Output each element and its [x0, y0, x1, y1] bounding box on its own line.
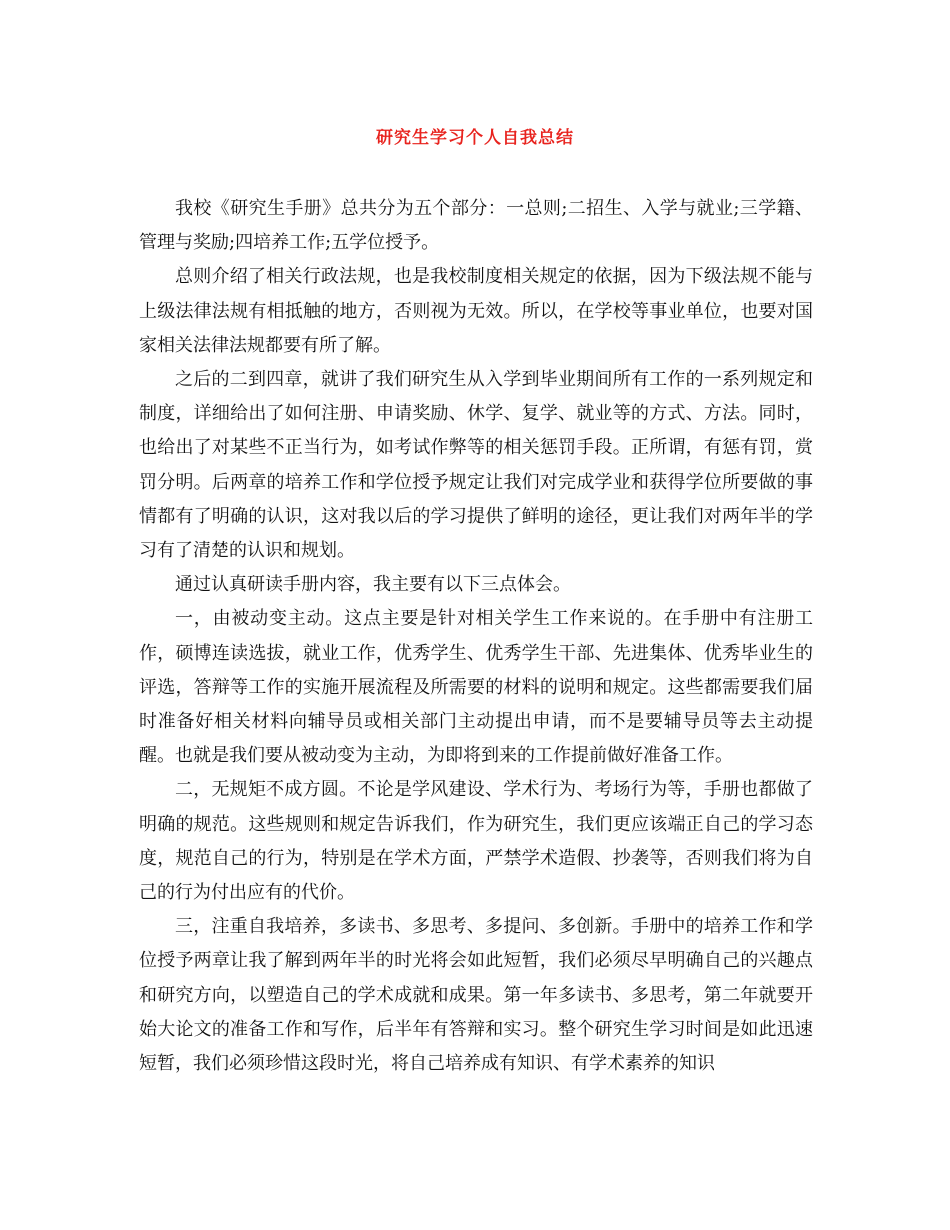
paragraph-general-rules: 总则介绍了相关行政法规，也是我校制度相关规定的依据，因为下级法规不能与上级法律法规有相抵触的地方，否则视为无效。所以，在学校等事业单位，也要对国家相关法律法规都要有所了解。 [139, 266, 813, 356]
paragraph-chapters: 之后的二到四章，就讲了我们研究生从入学到毕业期间所有工作的一系列规定和制度，详细给出了如何注册、申请奖励、休学、复学、就业等的方式、方法。同时，也给出了对某些不正当行为，如考试作弊等的相关惩罚手段。正所谓，有惩有罚，赏罚分明。后两章的培养工作和学位授予规定让我们对完成学业和获得学位所要做的事情都有了明确的认识，这对我以后的学习提供了鲜明的途径，更让我们对两年半的学习有了清楚的认识和规划。 [139, 369, 813, 562]
paragraph-point-one: 一，由被动变主动。这点主要是针对相关学生工作来说的。在手册中有注册工作，硕博连读选拔，就业工作，优秀学生、优秀学生干部、先进集体、优秀毕业生的评选，答辩等工作的实施开展流程及所需要的材料的说明和规定。这些都需要我们届时准备好相关材料向辅导员或相关部门主动提出申请，而不是要辅导员等去主动提醒。也就是我们要从被动变为主动，为即将到来的工作提前做好准备工作。 [139, 608, 813, 767]
paragraph-intro: 我校《研究生手册》总共分为五个部分：一总则;二招生、入学与就业;三学籍、管理与奖励;四培养工作;五学位授予。 [139, 198, 813, 254]
paragraph-insights-intro: 通过认真研读手册内容，我主要有以下三点体会。 [175, 574, 571, 596]
document-title: 研究生学习个人自我总结 [376, 128, 574, 148]
paragraph-point-three: 三，注重自我培养，多读书、多思考、多提问、多创新。手册中的培养工作和学位授予两章让我了解到两年半的时光将会如此短暂，我们必须尽早明确自己的兴趣点和研究方向，以塑造自己的学术成就和成果。第一年多读书、多思考，第二年就要开始大论文的准备工作和写作，后半年有答辩和实习。整个研究生学习时间是如此迅速短暂，我们必须珍惜这段时光，将自己培养成有知识、有学术素养的知识 [139, 916, 813, 1075]
paragraph-point-two: 二，无规矩不成方圆。不论是学风建设、学术行为、考场行为等，手册也都做了明确的规范。这些规则和规定告诉我们，作为研究生，我们更应该端正自己的学习态度，规范自己的行为，特别是在学术方面，严禁学术造假、抄袭等，否则我们将为自己的行为付出应有的代价。 [139, 779, 813, 904]
document-body [139, 192, 813, 1081]
